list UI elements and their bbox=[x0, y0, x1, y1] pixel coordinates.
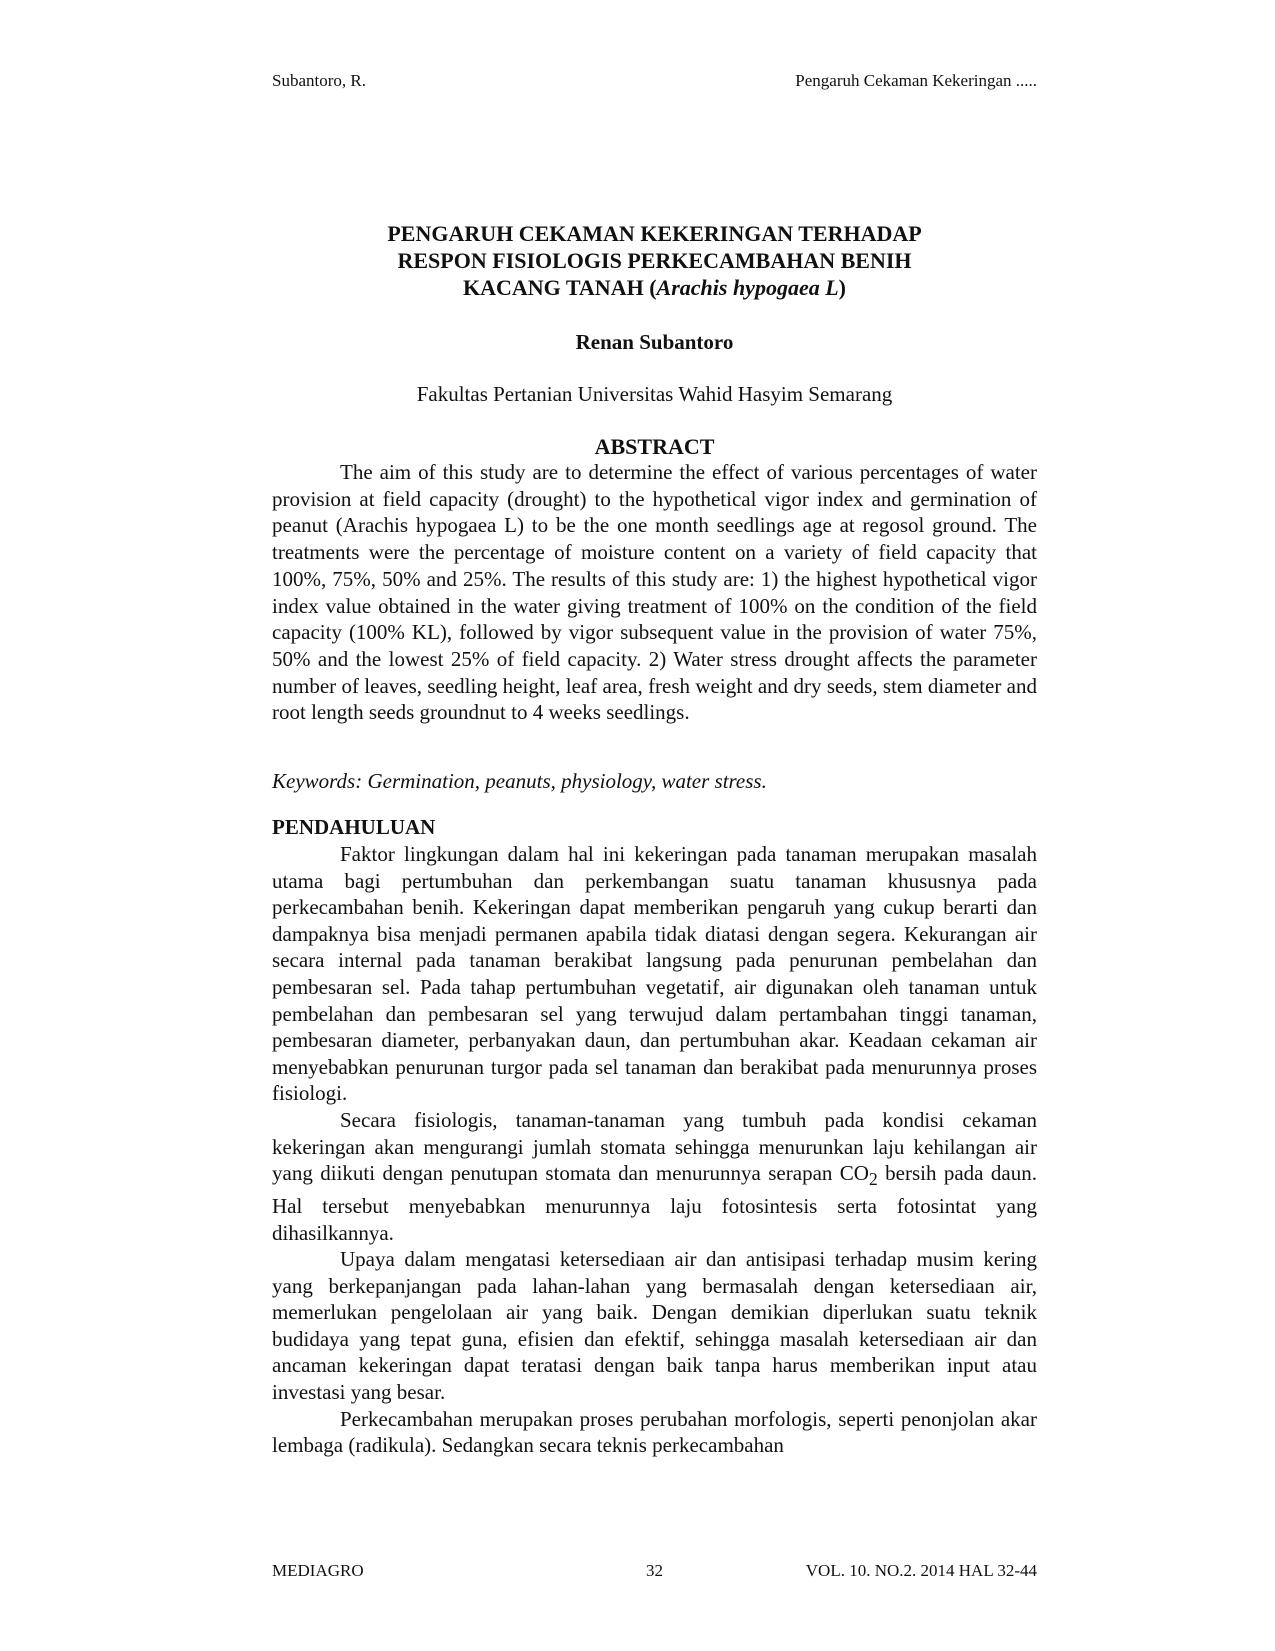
section-heading-pendahuluan: PENDAHULUAN bbox=[272, 815, 436, 839]
keywords: Keywords: Germination, peanuts, physiology, water stress. bbox=[272, 769, 767, 793]
paragraph-4: Perkecambahan merupakan proses perubahan morfologis, seperti penonjolan akar lembaga (radikula). Sedangkan secara teknis perkecambahan bbox=[272, 1406, 1037, 1458]
title-line-3-prefix: KACANG TANAH ( bbox=[463, 275, 657, 300]
running-header-author: Subantoro, R. bbox=[272, 71, 366, 90]
co2-subscript: 2 bbox=[868, 1169, 878, 1190]
paragraph-2-text-a: Secara fisiologis, tanaman-tanaman yang tumbuh pada kondisi cekaman kekeringan akan mengurangi jumlah stomata sehingga menurunkan laju kehilangan air yang diikuti dengan penutupan stomata dan menurunnya serapan CO bbox=[272, 1107, 1037, 1186]
title-line-2: RESPON FISIOLOGIS PERKECAMBAHAN BENIH bbox=[397, 248, 912, 273]
abstract-text: The aim of this study are to determine the effect of various percentages of water provision at field capacity (drought) to the hypothetical vigor index and germination of peanut (Arachis hypogaea L) to be the one month seedlings age at regosol ground. The treatments were the percentage of moisture content on a variety of field capacity that 100%, 75%, 50% and 25%. The results of this study are: 1) the highest hypothetical vigor index value obtained in the water giving treatment of 100% on the condition of the field capacity (100% KL), followed by vigor subsequent value in the provision of water 75%, 50% and the lowest 25% of field capacity. 2) Water stress drought affects the parameter number of leaves, seedling height, leaf area, fresh weight and dry seeds, stem diameter and root length seeds groundnut to 4 weeks seedlings. bbox=[272, 460, 1037, 725]
title-line-3-suffix: ) bbox=[838, 275, 846, 300]
paragraph-2-text-b: bersih pada daun. Hal tersebut menyebabkan menurunnya laju fotosintesis serta fotosintat yang dihasilkannya. bbox=[272, 1161, 1037, 1245]
author-affiliation: Fakultas Pertanian Universitas Wahid Hasyim Semarang bbox=[416, 382, 893, 406]
paragraph-2 bbox=[272, 1107, 1037, 1246]
paragraph-1: Faktor lingkungan dalam hal ini kekeringan pada tanaman merupakan masalah utama bagi pertumbuhan dan perkembangan suatu tanaman khususnya pada perkecambahan benih. Kekeringan dapat memberikan pengaruh yang cukup berarti dan dampaknya bisa menjadi permanen apabila tidak diatasi dengan segera. Kekurangan air secara internal pada tanaman berakibat langsung pada penurunan pembelahan dan pembesaran sel. Pada tahap pertumbuhan vegetatif, air digunakan oleh tanaman untuk pembelahan dan pembesaran sel yang terwujud dalam pertambahan tinggi tanaman, pembesaran diameter, perbanyakan daun, dan pertumbuhan akar. Keadaan cekaman air menyebabkan penurunan turgor pada sel tanaman dan berakibat pada menurunnya proses fisiologi. bbox=[272, 842, 1037, 1106]
footer-journal-name: MEDIAGRO bbox=[272, 1561, 364, 1580]
paragraph-3: Upaya dalam mengatasi ketersediaan air dan antisipasi terhadap musim kering yang berkepanjangan pada lahan-lahan yang bermasalah dengan ketersediaan air, memerlukan pengelolaan air yang baik. Dengan demikian diperlukan suatu teknik budidaya yang tepat guna, efisien dan efektif, sehingga masalah ketersediaan air dan ancaman kekeringan dapat teratasi dengan baik tanpa harus memberikan input atau investasi yang besar. bbox=[272, 1247, 1037, 1405]
paper-title bbox=[272, 220, 1037, 301]
title-scientific-name: Arachis hypogaea L bbox=[656, 275, 839, 300]
author-name: Renan Subantoro bbox=[575, 330, 734, 354]
body-text bbox=[272, 841, 1037, 1459]
footer-page-number: 32 bbox=[646, 1561, 663, 1580]
abstract-heading: ABSTRACT bbox=[594, 434, 715, 459]
title-line-1: PENGARUH CEKAMAN KEKERINGAN TERHADAP bbox=[387, 221, 922, 246]
title-line-3 bbox=[272, 274, 1037, 301]
running-header-title: Pengaruh Cekaman Kekeringan ..... bbox=[795, 71, 1037, 90]
footer-volume-info: VOL. 10. NO.2. 2014 HAL 32-44 bbox=[805, 1561, 1037, 1580]
